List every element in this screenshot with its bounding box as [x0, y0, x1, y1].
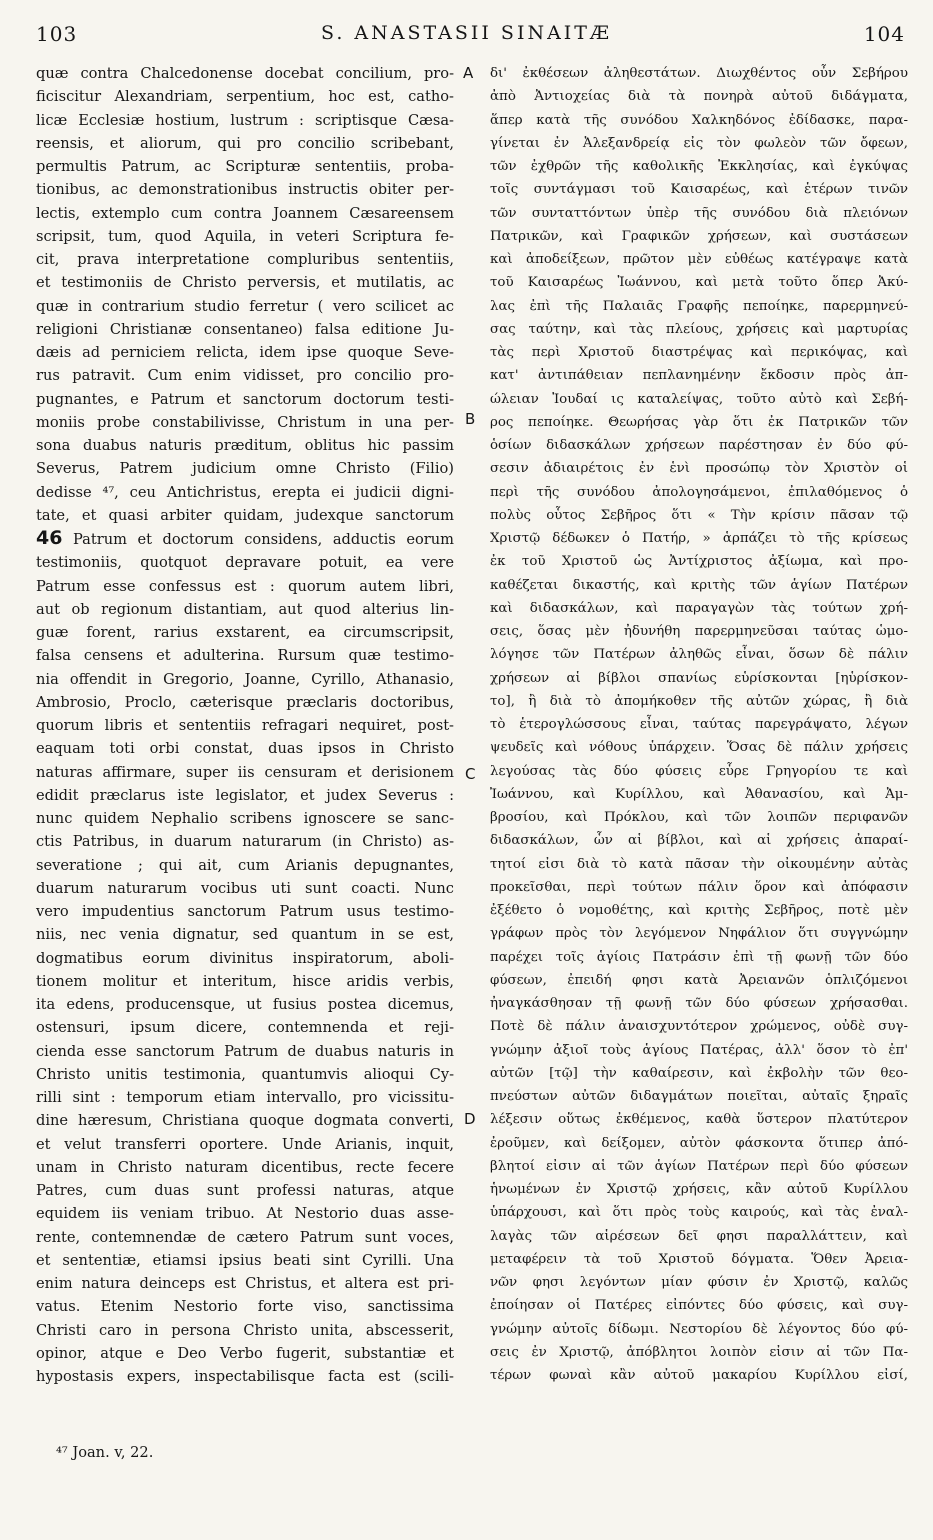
text-line: cit, prava interpretatione compluribus sententiis,	[36, 251, 454, 268]
text-line: ita edens, producensque, ut fusius postea dicemus,	[36, 996, 454, 1013]
text-line: ὁσίων διδασκάλων χρήσεων παρέστησαν ἐν δύο φύ-	[490, 438, 908, 453]
text-line: παρέχει τοῖς ἁγίοις Πατράσιν ἐπὶ τῇ φωνῇ τῶν δύο	[490, 949, 908, 965]
text-line: et sententiæ, etiamsi ipsius beati sint Cyrilli. Una	[36, 1251, 454, 1269]
text-line: Patres, cum duas sunt professi naturas, atque	[36, 1182, 454, 1199]
text-line: tionem molitur et interitum, hisce aridis verbis,	[36, 972, 454, 990]
text-line: dine hæresum, Christiana quoque dogmata converti,	[36, 1112, 454, 1130]
text-line: λόγησε τῶν Πατέρων ἀληθῶς εἶναι, ὅσων δὲ πάλιν	[490, 647, 908, 663]
text-line: γίνεται ἐν Ἀλεξανδρείᾳ εἰς τὸν φωλεὸν τῶν ὄφεων,	[490, 135, 908, 151]
text-line: διδασκάλων, ὧν αἱ βίβλοι, καὶ αἱ χρήσεις ἀπαραί-	[490, 833, 908, 849]
text-line: severatione ; qui ait, cum Arianis depugnantes,	[36, 856, 454, 874]
text-line: pugnantes, e Patrum et sanctorum doctorum testi-	[36, 390, 454, 408]
margin-marker-c: C	[465, 765, 476, 783]
text-line: ρος πεποίηκε. Θεωρήσας γὰρ ὅτι ἐκ Πατρικῶν τῶν	[490, 414, 908, 430]
text-line: vero impudentius sanctorum Patrum usus testimo-	[36, 903, 454, 920]
text-line: μεταφέρειν τὰ τοῦ Χριστοῦ δόγματα. Ὅθεν Ἀρεια-	[490, 1251, 908, 1267]
text-line: Christo unitis testimonia, quantumvis alioqui Cy-	[36, 1065, 454, 1083]
text-line: ἐξέθετο ὁ νομοθέτης, καὶ κριτὴς Σεβῆρος, ποτὲ μὲν	[490, 903, 908, 918]
footnote: ⁴⁷ Joan. v, 22.	[56, 1444, 154, 1461]
text-line: ctis Patribus, in duarum naturarum (in Christo) as-	[36, 833, 454, 851]
text-line: νῶν φησι λεγόντων μίαν φύσιν ἐν Χριστῷ, καλῶς	[490, 1275, 908, 1290]
text-line: Christi caro in persona Christo unita, abscesserit,	[36, 1321, 454, 1339]
text-line: προκεῖσθαι, περὶ τούτων πάλιν ὅρον καὶ ἀπόφασιν	[490, 879, 908, 895]
text-line: equidem iis veniam tribuo. At Nestorio duas asse-	[36, 1205, 454, 1223]
text-line: δι' ἐκθέσεων ἀληθεστάτων. Διωχθέντος οὖν Σεβήρου	[490, 66, 908, 81]
text-line: Patrum esse confessus est : quorum autem libri,	[36, 577, 454, 595]
text-line: ἀπὸ Ἀντιοχείας διὰ τὰ πονηρὰ αὐτοῦ διδάγματα,	[490, 89, 908, 105]
text-line: λας ἐπὶ τῆς Παλαιᾶς Γραφῆς πεποίηκε, παρερμηνεύ-	[490, 298, 908, 314]
section-number: 46	[36, 527, 63, 549]
text-line: religioni Christianæ consentaneo) falsa editione Ju-	[36, 320, 454, 338]
text-line: permultis Patrum, ac Scripturæ sententiis, proba-	[36, 158, 454, 175]
text-line: duarum naturarum vocibus uti sunt coacti. Nunc	[36, 879, 454, 897]
text-line: rus patravit. Cum enim vidisset, pro concilio pro-	[36, 367, 454, 385]
text-line: το], ἢ διὰ τὸ ἀπομήκοθεν τῆς αὐτῶν χώρας, ἢ διὰ	[490, 693, 908, 709]
text-line: dogmatibus eorum divinitus inspiratorum, aboli-	[36, 949, 454, 967]
text-line: τητοί εἰσι διὰ τὸ κατὰ πᾶσαν τὴν οἰκουμένην αὐτὰς	[490, 856, 908, 872]
text-line: tate, et quasi arbiter quidam, judexque sanctorum	[36, 506, 454, 524]
text-line: ὑπάρχουσι, καὶ ὅτι πρὸς τοὺς καιρούς, καὶ τὰς ἐναλ-	[490, 1205, 908, 1221]
text-line: τῶν συνταττόντων ὑπὲρ τῆς συνόδου διὰ πλειόνων	[490, 205, 908, 221]
text-line: ficiscitur Alexandriam, serpentium, hoc est, catho-	[36, 88, 454, 106]
text-line: niis, nec venia dignatur, sed quantum in se est,	[36, 926, 454, 944]
text-line: φύσεων, ἐπειδή φησι κατὰ Ἀρειανῶν ὁπλιζόμενοι	[490, 972, 908, 988]
latin-column	[36, 62, 454, 1388]
text-line: tionibus, ac demonstrationibus instructis obiter per-	[36, 181, 454, 199]
text-line: γνώμην ἀξιοῖ τοὺς ἁγίους Πατέρας, ἀλλ' ὅσον τὸ ἐπ'	[490, 1042, 908, 1058]
text-line: βροσίου, καὶ Πρόκλου, καὶ τῶν λοιπῶν περιφανῶν	[490, 810, 908, 825]
text-line: αὐτῶν [τῷ] τὴν καθαίρεσιν, καὶ ἐκβολὴν τῶν θεο-	[490, 1065, 908, 1081]
text-line: γράφων πρὸς τὸν λεγόμενον Νηφάλιον ὅτι συγγνώμην	[490, 926, 908, 942]
text-line: lectis, extemplo cum contra Joannem Cæsareensem	[36, 204, 454, 222]
text-line: dedisse ⁴⁷, ceu Antichristus, erepta ei judicii digni-	[36, 483, 454, 501]
text-line: quæ contra Chalcedonense docebat concilium, pro-	[36, 65, 454, 82]
text-line: σεσιν ἀδιαιρέτοις ἐν ἑνὶ προσώπῳ τὸν Χριστὸν οἱ	[490, 461, 908, 477]
text-line: σας ταύτην, καὶ τὰς πλείους, χρήσεις καὶ μαρτυρίας	[490, 321, 908, 337]
text-line: τὸ ἑτερογλώσσους εἶναι, ταύτας παρεγράψατο, λέγων	[490, 717, 908, 732]
text-line: ἐροῦμεν, καὶ δείξομεν, αὐτὸν φάσκοντα ὅτιπερ ἀπό-	[490, 1135, 908, 1151]
margin-marker-b: B	[465, 410, 476, 428]
text-line: quorum libris et sententiis refragari nequiret, post-	[36, 717, 454, 734]
text-line: ἐκ τοῦ Χριστοῦ ὡς Ἀντίχριστος ἀξίωμα, καὶ προ-	[490, 554, 908, 570]
text-line: τὰς περὶ Χριστοῦ διαστρέψας καὶ περικόψας, καὶ	[490, 345, 908, 360]
text-line: opinor, atque e Deo Verbo fugerit, substantiæ et	[36, 1344, 454, 1362]
text-line: sona duabus naturis præditum, oblitus hic passim	[36, 437, 454, 454]
text-line: σεις, ὅσας μὲν ἠδυνήθη παρερμηνεῦσαι ταύτας ὡμο-	[490, 624, 908, 639]
text-line: Πατρικῶν, καὶ Γραφικῶν χρήσεων, καὶ συστάσεων	[490, 228, 908, 244]
text-line: hypostasis expers, inspectabilisque facta est (scili-	[36, 1368, 454, 1385]
text-line: Ambrosio, Proclo, cæterisque præclaris doctoribus,	[36, 693, 454, 711]
text-line: unam in Christo naturam dicentibus, recte fecere	[36, 1158, 454, 1176]
text-line: Ἰωάννου, καὶ Κυρίλλου, καὶ Ἀθανασίου, καὶ Ἀμ-	[490, 786, 908, 802]
text-line: enim natura deinceps est Christus, et altera est pri-	[36, 1275, 454, 1292]
text-line: reensis, et aliorum, qui pro concilio scribebant,	[36, 134, 454, 152]
text-line: πνεύστων αὐτῶν διδαγμάτων ποιεῖται, αὐταῖς ξηραῖς	[490, 1089, 908, 1104]
text-line: et testimoniis de Christo perversis, et mutilatis, ac	[36, 274, 454, 292]
text-line: rilli sint : temporum etiam intervallo, pro vicissitu-	[36, 1089, 454, 1106]
text-line: Ποτὲ δὲ πάλιν ἀναισχυντότερον χρώμενος, οὐδὲ συγ-	[490, 1019, 908, 1035]
page-header	[0, 22, 933, 52]
text-line: τῶν ἐχθρῶν τῆς καθολικῆς Ἐκκλησίας, καὶ ἐγκύψας	[490, 159, 908, 174]
page-number-left: 103	[36, 22, 78, 46]
text-line: Severus, Patrem judicium omne Christo (Filio)	[36, 460, 454, 478]
margin-marker-d: D	[464, 1110, 476, 1128]
text-line: πολὺς οὗτος Σεβῆρος ὅτι « Τὴν κρίσιν πᾶσαν τῷ	[490, 507, 908, 523]
text-line: λαγὰς τῶν αἱρέσεων δεῖ φησι παραλλάττειν, καὶ	[490, 1228, 908, 1244]
text-line: καθέζεται δικαστής, καὶ κριτὴς τῶν ἁγίων Πατέρων	[490, 577, 908, 593]
text-line: λέξεσιν οὕτως ἐκθέμενος, καθὰ ὕστερον πλατύτερον	[490, 1112, 908, 1128]
text-line: λεγούσας τὰς δύο φύσεις εὗρε Γρηγορίου τε καὶ	[490, 763, 908, 779]
text-line: aut ob regionum distantiam, aut quod alterius lin-	[36, 600, 454, 618]
text-line: περὶ τῆς συνόδου ἀπολογησάμενοι, ἐπιλαθόμενος ὁ	[490, 484, 908, 500]
text-line: guæ forent, rarius exstarent, ea circumscripsit,	[36, 624, 454, 641]
text-line: eaquam toti orbi constat, duas ipsos in Christo	[36, 740, 454, 758]
text-line: licæ Ecclesiæ hostium, lustrum : scriptisque Cæsa-	[36, 111, 454, 129]
greek-column	[490, 62, 908, 1387]
text-line: τοῖς συντάγμασι τοῦ Καισαρέως, καὶ ἑτέρων τινῶν	[490, 182, 908, 198]
text-line: cienda esse sanctorum Patrum de duabus naturis in	[36, 1042, 454, 1060]
text-line: edidit præclarus iste legislator, et judex Severus :	[36, 786, 454, 804]
text-line: nia offendit in Gregorio, Joanne, Cyrillo, Athanasio,	[36, 670, 454, 688]
text-line: ψευδεῖς καὶ νόθους ὑπάρχειν. Ὅσας δὲ πάλιν χρήσεις	[490, 740, 908, 756]
text-line: moniis probe constabilivisse, Christum in una per-	[36, 413, 454, 431]
text-line: τέρων φωναὶ κἂν αὐτοῦ μακαρίου Κυρίλλου εἰσί,	[490, 1368, 908, 1383]
page-number-right: 104	[863, 22, 905, 46]
text-line: et velut transferri oportere. Unde Arianis, inquit,	[36, 1135, 454, 1153]
text-line: γνώμην αὐτοῖς δίδωμι. Νεστορίου δὲ λέγοντος δύο φύ-	[490, 1321, 908, 1337]
text-line: κατ' ἀντιπάθειαν πεπλανημένην ἔκδοσιν πρὸς ἀπ-	[490, 368, 908, 384]
text-line: ἡνωμένων ἐν Χριστῷ χρήσεις, κἂν αὐτοῦ Κυρίλλου	[490, 1182, 908, 1197]
text-line: τοῦ Καισαρέως Ἰωάννου, καὶ μετὰ τοῦτο ὅπερ Ἀκύ-	[490, 275, 908, 291]
text-line: quæ in contrarium studio ferretur ( vero scilicet ac	[36, 297, 454, 315]
text-line: testimoniis, quotquot depravare potuit, ea vere	[36, 554, 454, 572]
text-line: ἠναγκάσθησαν τῇ φωνῇ τῶν δύο φύσεων χρήσασθαι.	[490, 996, 908, 1011]
text-line: βλητοί εἰσιν αἱ τῶν ἁγίων Πατέρων περὶ δύο φύσεων	[490, 1158, 908, 1174]
running-title: S. ANASTASII SINAITÆ	[321, 22, 612, 44]
text-line	[36, 527, 454, 551]
text-line: ώλειαν Ἰουδαί ις καταλείψας, τοῦτο αὐτὸ καὶ Σεβή-	[490, 391, 908, 407]
text-line: ostensuri, ipsum dicere, contemnenda et reji-	[36, 1019, 454, 1037]
text-line: καὶ ἀποδείξεων, πρῶτον μὲν εὐθέως κατέγραψε κατὰ	[490, 252, 908, 267]
text-line: ἐποίησαν οἱ Πατέρες εἰπόντες δύο φύσεις, καὶ συγ-	[490, 1298, 908, 1314]
text-line: vatus. Etenim Nestorio forte viso, sanctissima	[36, 1298, 454, 1316]
text-line: nunc quidem Nephalio scribens ignoscere se sanc-	[36, 810, 454, 827]
text-line: Χριστῷ δέδωκεν ὁ Πατήρ, » ἁρπάζει τὸ τῆς κρίσεως	[490, 531, 908, 546]
text-line: naturas affirmare, super iis censuram et derisionem	[36, 763, 454, 781]
text-line: rente, contemnendæ de cætero Patrum sunt voces,	[36, 1228, 454, 1246]
text-line: dæis ad perniciem relicta, idem ipse quoque Seve-	[36, 344, 454, 361]
text-line: χρήσεων αἱ βίβλοι σπανίως εὑρίσκονται [ηὑρίσκον-	[490, 670, 908, 686]
text-line: καὶ διδασκάλων, καὶ παραγαγὼν τὰς τούτων χρή-	[490, 600, 908, 616]
text-line: falsa censens et adulterina. Rursum quæ testimo-	[36, 647, 454, 665]
text-line: σεις ἐν Χριστῷ, ἀπόβλητοι λοιπὸν εἰσιν αἱ τῶν Πα-	[490, 1344, 908, 1360]
text-line-content: Patrum et doctorum considens, adductis eorum	[62, 531, 454, 548]
text-line: scripsit, tum, quod Aquila, in veteri Scriptura fe-	[36, 227, 454, 245]
text-line: ἅπερ κατὰ τῆς συνόδου Χαλκηδόνος ἐδίδασκε, παρα-	[490, 112, 908, 128]
margin-marker-a: A	[463, 64, 474, 82]
